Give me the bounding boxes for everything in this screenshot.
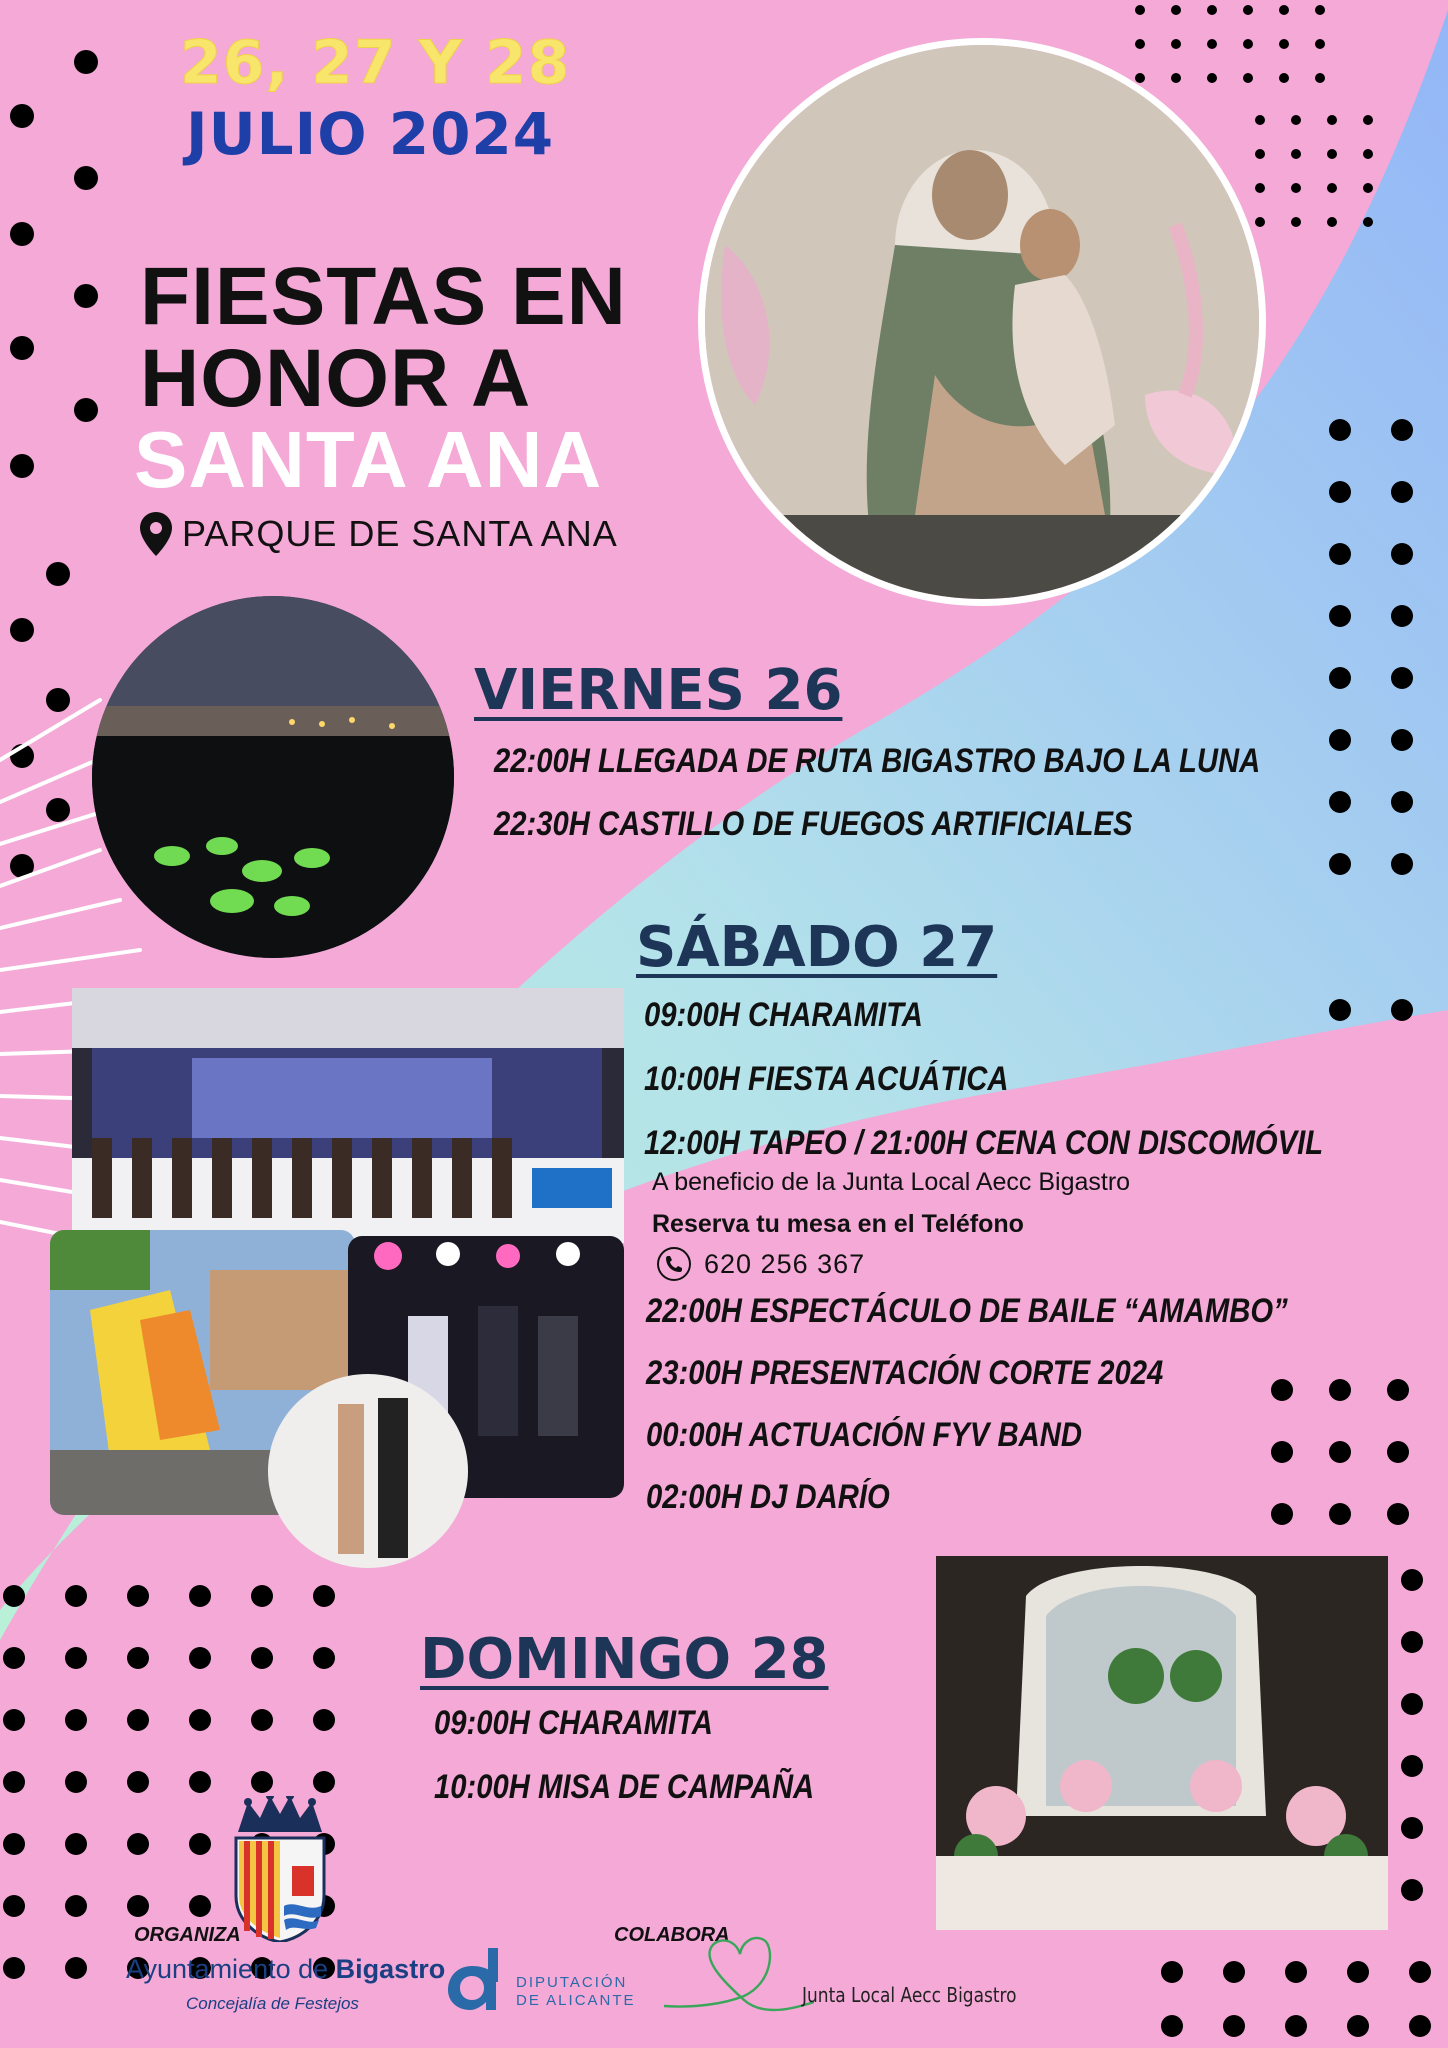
organiza-label: ORGANIZA <box>134 1924 241 1946</box>
sabado-event-5: 23:00H PRESENTACIÓN CORTE 2024 <box>646 1354 1164 1392</box>
domingo-heading: DOMINGO 28 <box>420 1627 829 1692</box>
heart-line-icon <box>664 1926 814 2026</box>
diputacion-logo-icon <box>442 1948 506 2012</box>
ayuntamiento-town: Bigastro <box>335 1954 446 1984</box>
sabado-event-7: 02:00H DJ DARÍO <box>646 1478 890 1516</box>
diputacion-line-1: DIPUTACIÓN <box>516 1974 628 1991</box>
viernes-heading: VIERNES 26 <box>474 658 843 723</box>
location <box>140 512 618 556</box>
location-label: PARQUE DE SANTA ANA <box>182 513 618 554</box>
concejalia-label: Concejalía de Festejos <box>186 1994 359 2013</box>
viernes-event-2: 22:30H CASTILLO DE FUEGOS ARTIFICIALES <box>494 805 1133 843</box>
stage-group-photo <box>72 988 624 1243</box>
bigastro-crest-icon <box>230 1796 330 1942</box>
domingo-event-2: 10:00H MISA DE CAMPAÑA <box>434 1768 815 1806</box>
sabado-event-1: 09:00H CHARAMITA <box>644 996 923 1034</box>
sabado-event-6: 00:00H ACTUACIÓN FYV BAND <box>646 1416 1082 1454</box>
map-pin-icon <box>140 512 172 556</box>
sabado-heading: SÁBADO 27 <box>636 915 998 980</box>
shrine-photo <box>936 1556 1388 1930</box>
title-line-1: FIESTAS EN <box>140 251 627 342</box>
sabado-event-4: 22:00H ESPECTÁCULO DE BAILE “AMAMBO” <box>646 1292 1288 1330</box>
festival-dates: 26, 27 Y 28 <box>180 28 571 98</box>
phone-row <box>656 1246 865 1282</box>
colabora-label: COLABORA <box>614 1924 730 1946</box>
diputacion-line-2: DE ALICANTE <box>516 1992 636 2009</box>
viernes-event-1: 22:00H LLEGADA DE RUTA BIGASTRO BAJO LA LUNA <box>494 742 1261 780</box>
title-line-2: HONOR A <box>140 333 532 424</box>
santa-ana-statue-photo <box>698 38 1266 606</box>
phone-number: 620 256 367 <box>704 1248 866 1279</box>
dancers-photo <box>268 1374 468 1568</box>
junta-local-label: Junta Local Aecc Bigastro <box>802 1983 1017 2007</box>
ayuntamiento-name <box>126 1954 445 1985</box>
sabado-reserve-note: Reserva tu mesa en el Teléfono <box>652 1210 1024 1238</box>
diputacion-label <box>516 1974 636 2010</box>
sabado-event-2: 10:00H FIESTA ACUÁTICA <box>644 1060 1009 1098</box>
sabado-event-3: 12:00H TAPEO / 21:00H CENA CON DISCOMÓVIL <box>644 1124 1324 1162</box>
phone-icon <box>656 1246 692 1282</box>
domingo-event-1: 09:00H CHARAMITA <box>434 1704 713 1742</box>
festival-month-year: JULIO 2024 <box>186 100 555 168</box>
night-route-photo <box>92 596 454 958</box>
title-line-3: SANTA ANA <box>134 415 603 504</box>
sabado-benefit-note: A beneficio de la Junta Local Aecc Bigastro <box>652 1168 1131 1196</box>
ayuntamiento-prefix: Ayuntamiento de <box>126 1954 329 1984</box>
